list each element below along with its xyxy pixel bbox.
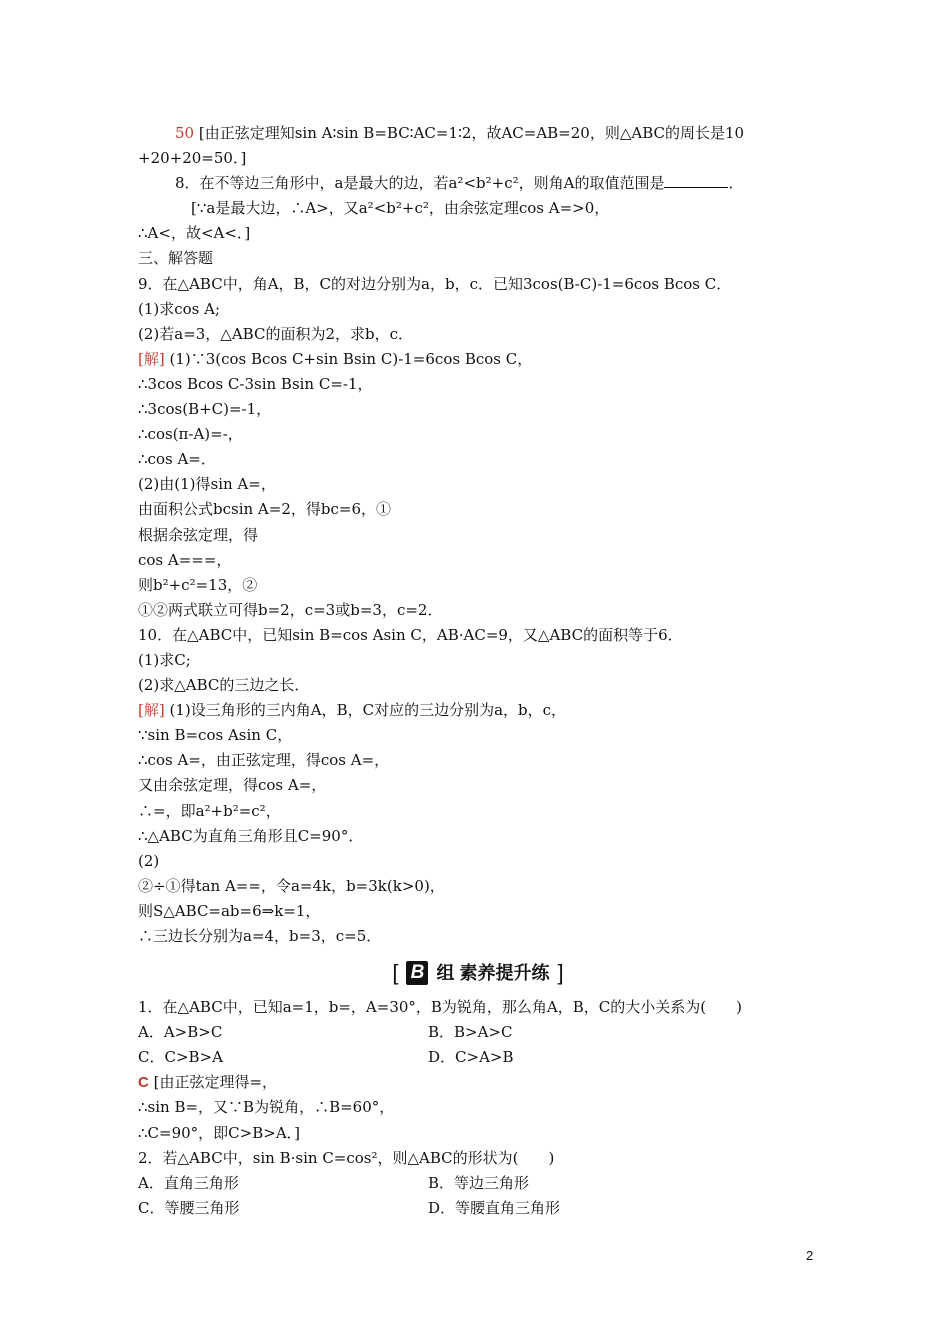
option-d: D．C>A>B — [428, 1048, 514, 1067]
option-c: C．等腰三角形 — [138, 1198, 240, 1217]
text-line: (2)求△ABC的三边之长． — [138, 676, 310, 695]
text-line: ∴三边长分别为a=4，b=3，c=5． — [138, 927, 382, 945]
solution-line: [解] (1)∵3(cos Bcos C+sin Bsin C)-1=6cos Bcos C， — [138, 349, 533, 368]
solution-tag: [解] — [138, 349, 165, 368]
options-row — [138, 1045, 818, 1070]
text-line: ∵sin B=cos Asin C， — [138, 726, 293, 745]
text-line: 由面积公式bcsin A=2，得bc=6，① — [138, 500, 391, 519]
question-1-stem: 1．在△ABC中，已知a=1，b=，A=30°，B为锐角，那么角A，B，C的大小关系为( ) — [138, 998, 742, 1017]
text-line: (1)求C; — [138, 650, 191, 669]
text-line: ∴=，即a²+b²=c²， — [138, 801, 281, 820]
text-line: ∴cos(π-A)=-， — [138, 425, 243, 444]
text-line: 又由余弦定理，得cos A=， — [138, 776, 327, 795]
text-line: ①②两式联立可得b=2，c=3或b=3，c=2． — [138, 600, 443, 619]
document-content — [138, 121, 818, 1221]
options-row — [138, 1196, 818, 1221]
option-b: B．B>A>C — [428, 1023, 513, 1042]
text-line: [∵a是最大边，∴A>，又a²<b²+c²，由余弦定理cos A=>0， — [191, 199, 610, 218]
question-9: 9．在△ABC中，角A，B，C的对边分别为a，b，c．已知3cos(B-C)-1=6cos Bcos C． — [138, 274, 732, 293]
option-a: A．直角三角形 — [138, 1173, 239, 1192]
text-line: (2)若a=3，△ABC的面积为2，求b，c． — [138, 324, 413, 343]
section-title: 组 素养提升练 — [436, 963, 550, 984]
text-line: 根据余弦定理，得 — [138, 525, 259, 544]
b-group-badge: B — [406, 961, 428, 985]
text-line: 50 [由正弦定理知sin A∶sin B=BC∶AC=1∶2，故AC=AB=20，则△ABC的周长是10 — [175, 124, 745, 142]
text-line: (2) — [138, 851, 160, 870]
text-line: +20+20=50．] — [138, 149, 247, 168]
option-c: C．C>B>A — [138, 1048, 223, 1067]
answer-blank — [664, 172, 728, 188]
text-line: ∴A<，故<A<．] — [138, 224, 251, 243]
text-line: ②÷①得tan A==，令a=4k，b=3k(k>0)， — [138, 876, 445, 895]
section-heading: 三、解答题 — [138, 249, 214, 268]
text-line: ∴cos A=，由正弦定理，得cos A=， — [138, 751, 390, 770]
answer-line: C [由正弦定理得=， — [138, 1073, 278, 1092]
section-header-b: [ B 组 素养提升练 ] — [138, 953, 818, 993]
text-line: (2)由(1)得sin A=， — [138, 475, 276, 494]
options-row — [138, 1171, 818, 1196]
option-a: A．A>B>C — [138, 1023, 223, 1042]
text-line: ∴cos A=． — [138, 450, 216, 469]
text-line: ∴C=90°，即C>B>A．] — [138, 1123, 300, 1142]
answer-letter: C — [138, 1074, 149, 1092]
option-b: B．等边三角形 — [428, 1173, 530, 1192]
question-10: 10．在△ABC中，已知sin B=cos Asin C，AB·AC=9，又△ABC的面积等于6． — [138, 625, 683, 644]
options-row — [138, 1020, 818, 1045]
text-line: 则b²+c²=13，② — [138, 575, 258, 594]
question-8: 8．在不等边三角形中，a是最大的边，若a²<b²+c²，则角A的取值范围是 ． — [175, 174, 744, 193]
solution-line: [解] (1)设三角形的三内角A，B，C对应的三边分别为a，b，c， — [138, 701, 567, 720]
text-line: 则S△ABC=ab=6⇒k=1， — [138, 901, 321, 920]
text-line: (1)求cos A; — [138, 299, 221, 318]
text-line: cos A===， — [138, 550, 232, 569]
text-line: ∴△ABC为直角三角形且C=90°． — [138, 826, 364, 845]
option-d: D．等腰直角三角形 — [428, 1198, 561, 1217]
solution-tag: [解] — [138, 701, 165, 720]
question-2-stem: 2．若△ABC中，sin B·sin C=cos²，则△ABC的形状为( ) — [138, 1148, 555, 1167]
page-number: 2 — [806, 1248, 814, 1263]
text-line: ∴3cos Bcos C-3sin Bsin C=-1， — [138, 374, 373, 393]
text-line: ∴3cos(B+C)=-1， — [138, 400, 272, 419]
text-line: ∴sin B=，又∵B为锐角，∴B=60°， — [138, 1098, 395, 1117]
